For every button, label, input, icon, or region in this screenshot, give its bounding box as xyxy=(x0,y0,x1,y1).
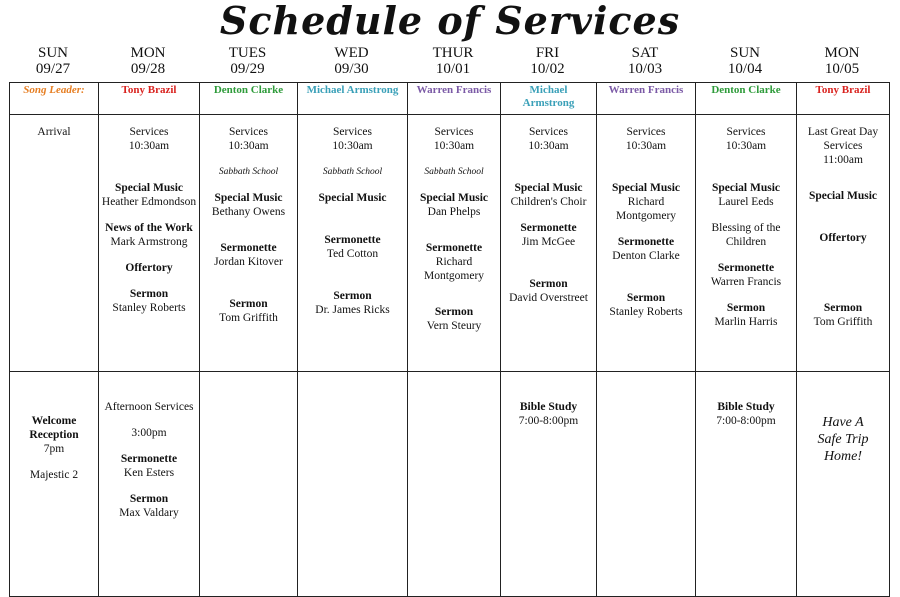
sermon-label: Sermon xyxy=(333,290,372,302)
services-label: Services xyxy=(434,126,474,138)
sermon-label: Sermon xyxy=(229,298,268,310)
sermon-label: Sermon xyxy=(434,306,474,318)
offertory-label: Offertory xyxy=(125,262,173,274)
sermon-name: David Overstreet xyxy=(509,292,588,304)
morning-cell-1 xyxy=(99,115,200,372)
sermon-name: Marlin Harris xyxy=(714,316,778,328)
day-header-5: FRI 10/02 xyxy=(530,45,565,77)
sermonette-label: Sermonette xyxy=(220,242,277,254)
day-header-8: MON 10/05 xyxy=(824,45,860,77)
service-time: 10:30am xyxy=(528,140,569,152)
bible-study-label: Bible Study xyxy=(717,401,775,413)
sermon-label: Sermon xyxy=(129,288,169,300)
day-header-4: THUR 10/01 xyxy=(432,45,474,77)
afternoon-services-label: Afternoon Services xyxy=(104,401,194,413)
sermonette-label: Sermonette xyxy=(717,262,775,274)
afternoon-cell-4 xyxy=(408,372,501,597)
service-time: 10:30am xyxy=(433,140,475,152)
afternoon-cell-6 xyxy=(597,372,696,597)
day-header-0: SUN 09/27 xyxy=(35,45,71,77)
song-leader: Michael Armstrong xyxy=(298,83,408,115)
afternoon-time: 3:00pm xyxy=(131,427,167,439)
sermon-name: Vern Steury xyxy=(426,320,482,332)
reception-place: Majestic 2 xyxy=(29,469,79,481)
day-header-3: WED 09/30 xyxy=(334,45,369,77)
morning-cell-8 xyxy=(797,115,890,372)
afternoon-cell-8 xyxy=(797,372,890,597)
services-label: Services xyxy=(333,126,372,138)
special-music-label: Special Music xyxy=(711,182,781,194)
morning-cell-4 xyxy=(408,115,501,372)
afternoon-cell-7 xyxy=(696,372,797,597)
schedule-table xyxy=(9,82,890,597)
special-music-label: Special Music xyxy=(808,190,878,202)
sermon-name: Tom Griffith xyxy=(813,316,873,328)
special-music-name: Dan Phelps xyxy=(427,206,481,218)
morning-cell-0 xyxy=(10,115,99,372)
day-header-6: SAT 10/03 xyxy=(627,45,663,77)
services-label: Services xyxy=(823,140,863,152)
news-label: News of the Work xyxy=(105,222,193,234)
sermon-name: Stanley Roberts xyxy=(609,306,683,318)
afternoon-cell-2 xyxy=(200,372,298,597)
song-leader-row xyxy=(10,83,890,115)
morning-row xyxy=(10,115,890,372)
song-leader: Denton Clarke xyxy=(696,83,797,115)
day-headers xyxy=(0,45,900,81)
reception-time: 7pm xyxy=(43,443,65,455)
sermon-name: Max Valdary xyxy=(119,507,179,519)
page-title: Schedule of Services xyxy=(219,0,681,43)
afternoon-row xyxy=(10,372,890,597)
song-leader: Warren Francis xyxy=(597,83,696,115)
bible-study-time: 7:00-8:00pm xyxy=(716,415,776,427)
special-music-label: Special Music xyxy=(611,182,681,194)
afternoon-cell-5 xyxy=(501,372,597,597)
special-music-label: Special Music xyxy=(114,182,184,194)
song-leader: Tony Brazil xyxy=(797,83,890,115)
sermonette-label: Sermonette xyxy=(425,242,483,254)
song-leader: Denton Clarke xyxy=(200,83,298,115)
day-header-2: TUES 09/29 xyxy=(228,45,267,77)
sermon-label: Sermon xyxy=(529,278,568,290)
song-leader-label: Song Leader: xyxy=(10,83,99,115)
special-music-name: Bethany Owens xyxy=(211,206,286,218)
special-music-name: Children's Choir xyxy=(510,196,587,208)
sermon-name: Stanley Roberts xyxy=(112,302,186,314)
service-time: 10:30am xyxy=(725,140,767,152)
sabbath-school-label: Sabbath School xyxy=(322,167,383,177)
sermonette-name: Jordan Kitover xyxy=(214,256,283,268)
service-time: 10:30am xyxy=(332,140,373,152)
sermonette-label: Sermonette xyxy=(617,236,675,248)
sermon-label: Sermon xyxy=(726,302,766,314)
services-label: Services xyxy=(626,126,666,138)
special-music-name: Richard Montgomery xyxy=(615,196,677,222)
services-label: Services xyxy=(529,126,568,138)
song-leader: Tony Brazil xyxy=(99,83,200,115)
special-music-name: Laurel Eeds xyxy=(718,196,774,208)
sermon-label: Sermon xyxy=(823,302,863,314)
sermon-label: Sermon xyxy=(626,292,666,304)
morning-cell-7 xyxy=(696,115,797,372)
service-time: 10:30am xyxy=(625,140,667,152)
sermonette-label: Sermonette xyxy=(520,222,577,234)
day-header-7: SUN 10/04 xyxy=(727,45,763,77)
morning-cell-5 xyxy=(501,115,597,372)
sermonette-name: Richard Montgomery xyxy=(423,256,485,282)
service-time: 11:00am xyxy=(823,154,863,166)
sermonette-name: Ken Esters xyxy=(123,467,175,479)
services-label: Services xyxy=(726,126,766,138)
services-label: Services xyxy=(129,126,169,138)
sermonette-name: Denton Clarke xyxy=(612,250,680,262)
bible-study-label: Bible Study xyxy=(519,401,578,413)
sermon-name: Dr. James Ricks xyxy=(315,304,390,316)
sabbath-school-label: Sabbath School xyxy=(424,167,484,177)
song-leader: Michael Armstrong xyxy=(501,83,597,115)
sermonette-label: Sermonette xyxy=(120,453,178,465)
morning-cell-3 xyxy=(298,115,408,372)
sabbath-school-label: Sabbath School xyxy=(218,167,279,177)
bible-study-time: 7:00-8:00pm xyxy=(518,415,579,427)
service-time: 10:30am xyxy=(128,140,170,152)
special-music-label: Special Music xyxy=(514,182,583,194)
last-great-day-label: Last Great Day xyxy=(807,126,879,138)
news-name: Mark Armstrong xyxy=(110,236,188,248)
sermonette-label: Sermonette xyxy=(324,234,381,246)
sermon-name: Tom Griffith xyxy=(219,312,278,324)
morning-cell-6 xyxy=(597,115,696,372)
special-music-label: Special Music xyxy=(214,192,283,204)
sermon-label: Sermon xyxy=(129,493,169,505)
offertory-label: Offertory xyxy=(819,232,867,244)
arrival-label: Arrival xyxy=(37,126,71,138)
special-music-name: Heather Edmondson xyxy=(101,196,197,208)
sermonette-name: Warren Francis xyxy=(710,276,782,288)
song-leader: Warren Francis xyxy=(408,83,501,115)
afternoon-cell-1 xyxy=(99,372,200,597)
special-music-label: Special Music xyxy=(419,192,489,204)
day-header-1: MON 09/28 xyxy=(130,45,166,77)
afternoon-cell-3 xyxy=(298,372,408,597)
farewell-message: Have A Safe Trip Home! xyxy=(817,415,869,464)
morning-cell-2 xyxy=(200,115,298,372)
afternoon-cell-0 xyxy=(10,372,99,597)
sermonette-name: Ted Cotton xyxy=(326,248,379,260)
special-music-label: Special Music xyxy=(318,192,387,204)
welcome-reception-label: Welcome Reception xyxy=(29,415,79,441)
sermonette-name: Jim McGee xyxy=(521,236,576,248)
service-time: 10:30am xyxy=(228,140,269,152)
blessing-label: Blessing of the Children xyxy=(711,222,781,248)
services-label: Services xyxy=(229,126,268,138)
